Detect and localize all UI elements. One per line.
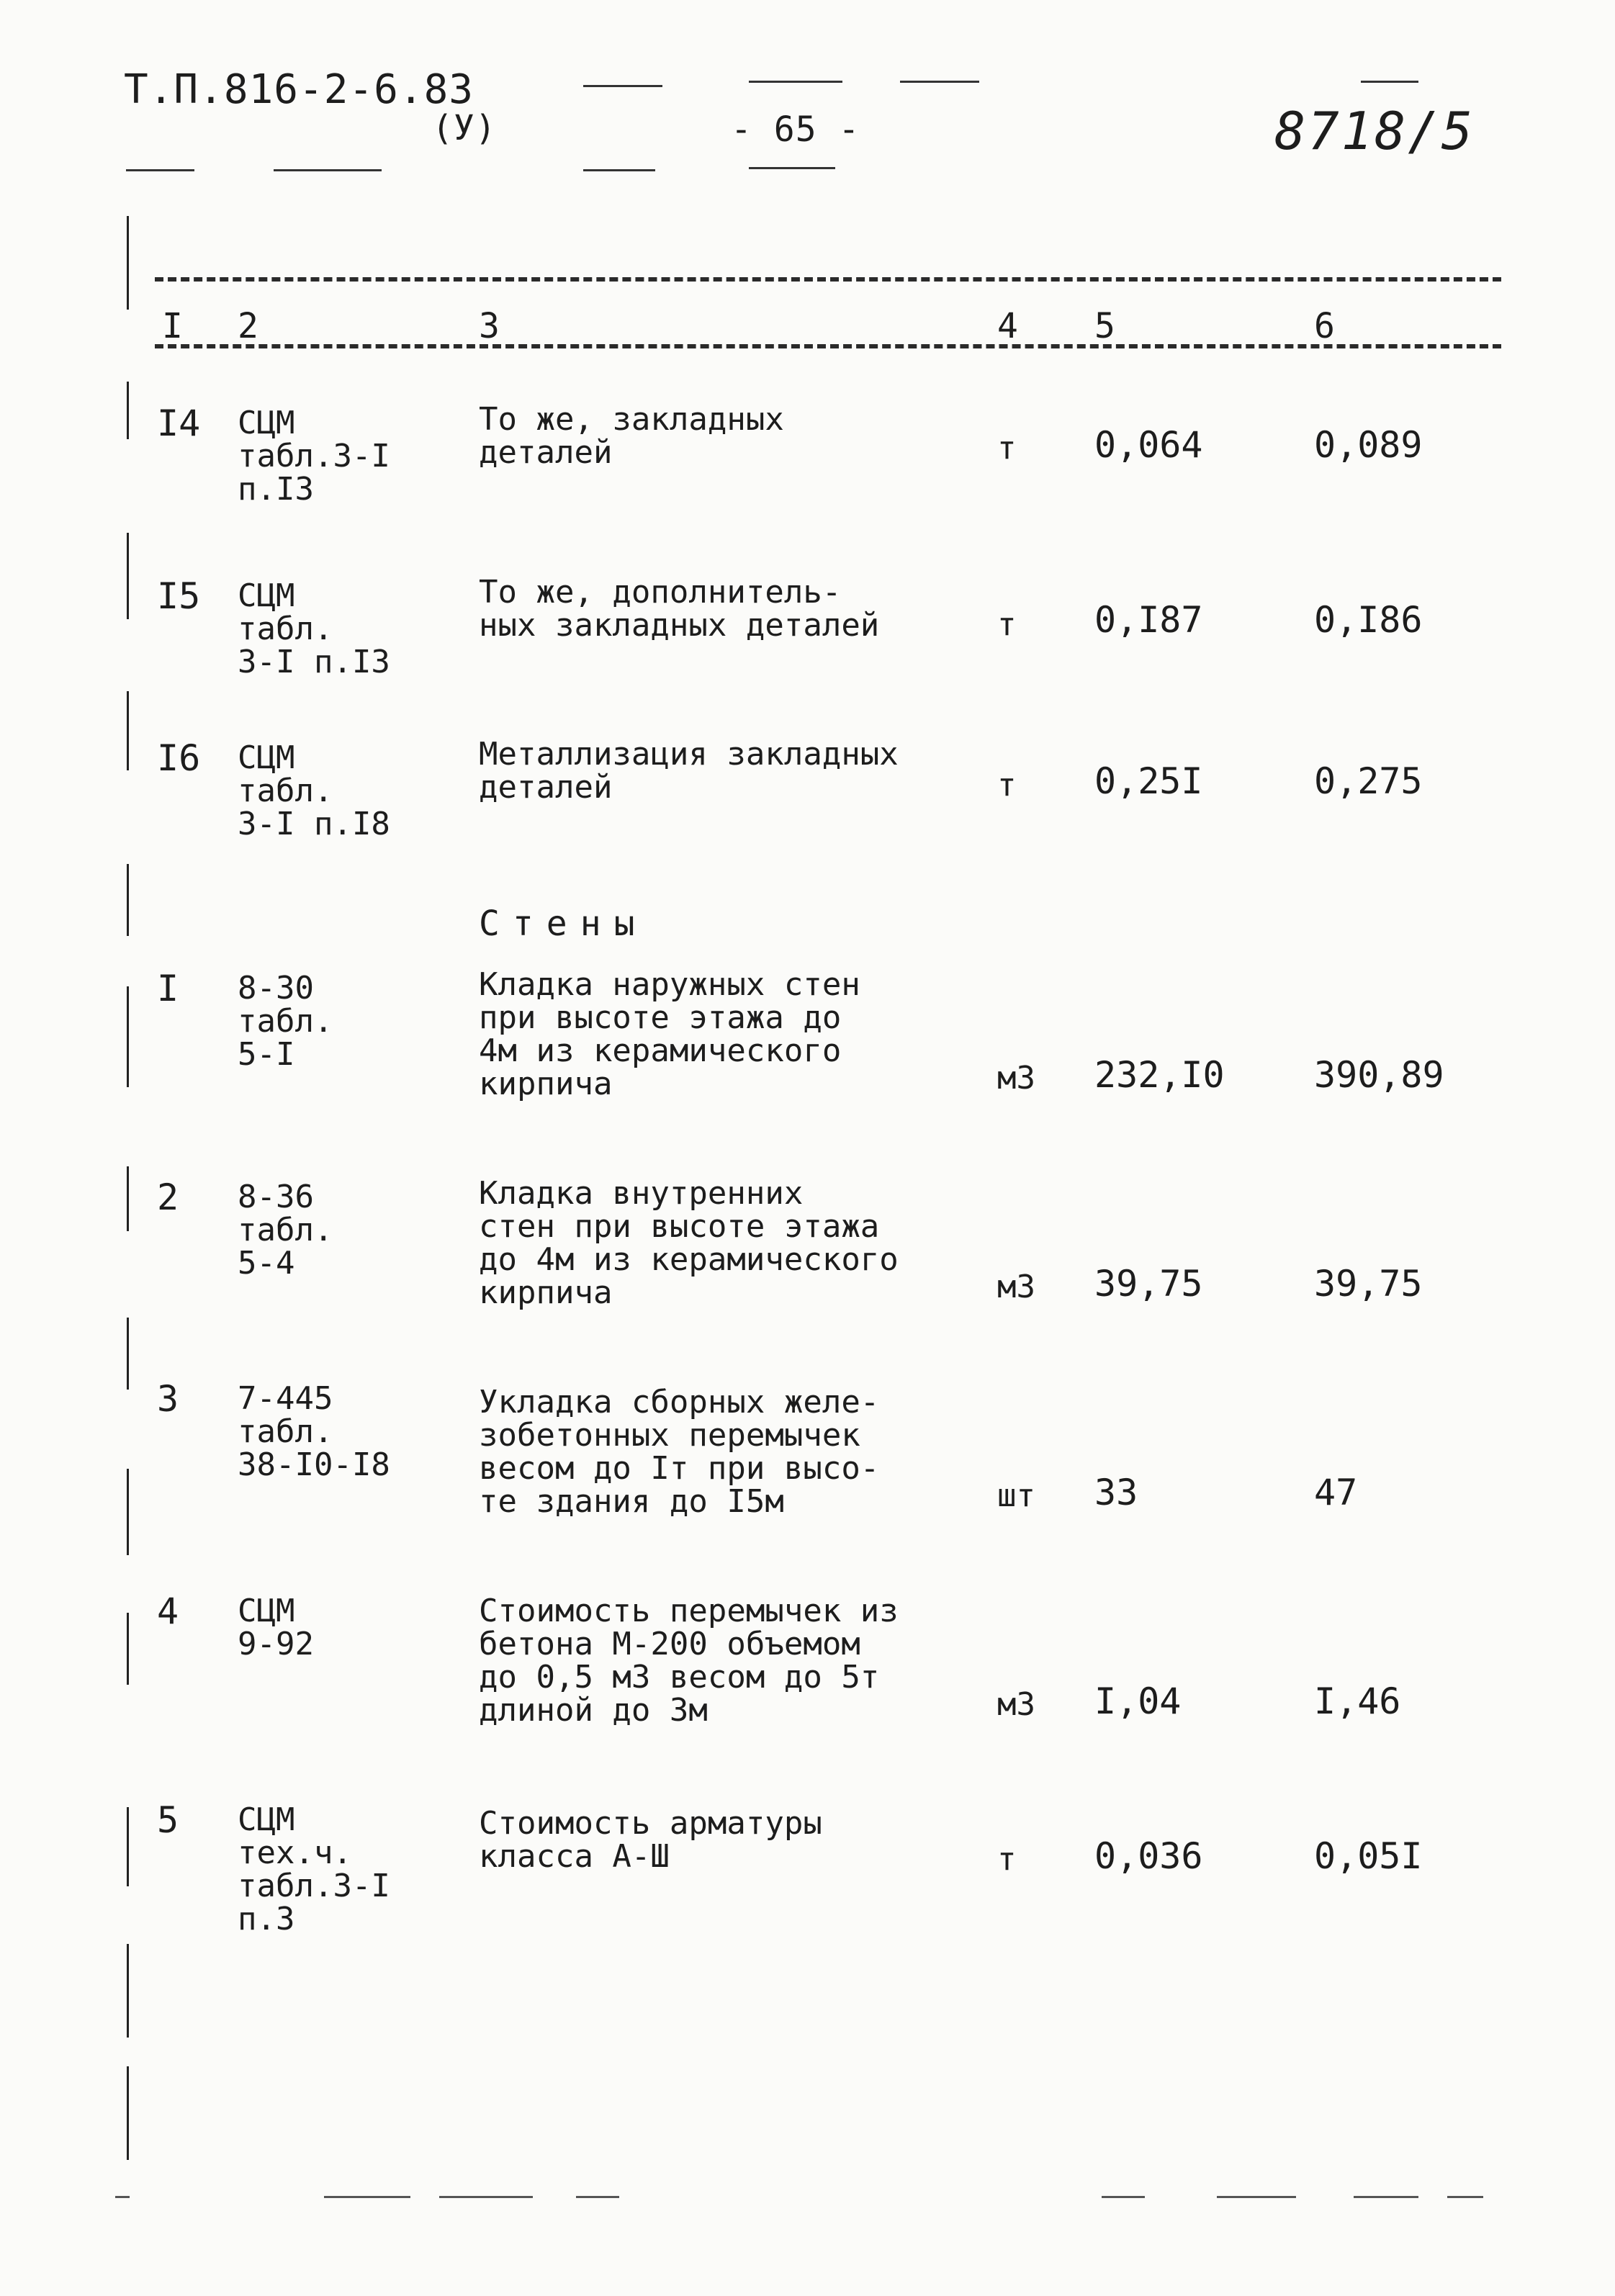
column-header-6: 6 bbox=[1314, 306, 1335, 346]
footer-dash bbox=[576, 2196, 619, 2198]
row-unit: м3 bbox=[997, 1269, 1035, 1305]
row-value-5: 0,036 bbox=[1094, 1835, 1203, 1877]
row-number: 5 bbox=[157, 1799, 179, 1841]
margin-line bbox=[127, 986, 129, 1087]
footer-dash bbox=[115, 2196, 130, 2198]
row-value-6: 0,05I bbox=[1314, 1835, 1423, 1877]
row-unit: т bbox=[997, 767, 1017, 803]
header-dash bbox=[1361, 81, 1418, 83]
row-description: Кладка внутренних стен при высоте этажа до 4м из керамического кирпича bbox=[479, 1175, 899, 1311]
row-reference: СЦМ тех.ч. табл.3-I п.3 bbox=[238, 1801, 390, 1937]
row-reference: 7-445 табл. 38-I0-I8 bbox=[238, 1380, 390, 1483]
row-value-6: 47 bbox=[1314, 1472, 1358, 1513]
row-value-5: 0,25I bbox=[1094, 760, 1203, 802]
page-number: - 65 - bbox=[731, 109, 860, 150]
header-dash bbox=[749, 81, 842, 83]
margin-line bbox=[127, 2066, 129, 2160]
row-number: I5 bbox=[157, 575, 201, 617]
row-description: Стоимость арматуры класса А-Ш bbox=[479, 1805, 822, 1875]
table-rule-bottom bbox=[155, 344, 1501, 348]
row-reference: СЦМ табл.3-I п.I3 bbox=[238, 405, 390, 508]
margin-line bbox=[127, 1613, 129, 1685]
row-value-5: 232,I0 bbox=[1094, 1054, 1225, 1096]
row-number: 2 bbox=[157, 1176, 179, 1218]
footer-dash bbox=[1354, 2196, 1418, 2198]
row-description: Стоимость перемычек из бетона М-200 объемом до 0,5 м3 весом до 5т длиной до 3м bbox=[479, 1593, 899, 1729]
row-reference: СЦМ 9-92 bbox=[238, 1593, 314, 1662]
row-number: I4 bbox=[157, 402, 201, 444]
row-description: То же, дополнитель- ных закладных деталей bbox=[479, 574, 880, 644]
table-rule-top bbox=[155, 277, 1501, 282]
row-unit: т bbox=[997, 1841, 1017, 1878]
row-reference: СЦМ табл. 3-I п.I3 bbox=[238, 577, 390, 680]
footer-dash bbox=[439, 2196, 533, 2198]
header-dash bbox=[583, 169, 655, 171]
margin-line bbox=[127, 1469, 129, 1555]
row-number: 4 bbox=[157, 1590, 179, 1632]
header-dash bbox=[749, 167, 835, 169]
row-unit: м3 bbox=[997, 1060, 1035, 1097]
column-header-3: 3 bbox=[479, 306, 500, 346]
margin-line bbox=[127, 216, 129, 310]
row-value-5: 39,75 bbox=[1094, 1263, 1203, 1305]
row-value-6: 390,89 bbox=[1314, 1054, 1444, 1096]
row-description: Кладка наружных стен при высоте этажа до 4м из керамического кирпича bbox=[479, 966, 860, 1102]
row-description: Укладка сборных желе- зобетонных перемычек весом до Iт при высо- те здания до I5м bbox=[479, 1384, 880, 1520]
section-title: Стены bbox=[479, 904, 648, 944]
row-number: I6 bbox=[157, 737, 201, 779]
row-number: 3 bbox=[157, 1378, 179, 1420]
margin-line bbox=[127, 691, 129, 770]
row-value-6: I,46 bbox=[1314, 1680, 1401, 1722]
row-description: То же, закладных деталей bbox=[479, 401, 784, 471]
row-value-5: 0,064 bbox=[1094, 424, 1203, 466]
row-reference: СЦМ табл. 3-I п.I8 bbox=[238, 739, 390, 842]
row-unit: т bbox=[997, 606, 1017, 643]
row-reference: 8-36 табл. 5-4 bbox=[238, 1179, 333, 1282]
column-header-4: 4 bbox=[997, 306, 1018, 346]
column-header-1: I bbox=[162, 306, 183, 346]
document-code-suffix: (У) bbox=[432, 108, 497, 148]
row-value-5: I,04 bbox=[1094, 1680, 1182, 1722]
footer-dash bbox=[1217, 2196, 1296, 2198]
row-unit: шт bbox=[997, 1477, 1035, 1514]
header-dash bbox=[126, 169, 194, 171]
margin-line bbox=[127, 533, 129, 619]
margin-line bbox=[127, 1807, 129, 1886]
margin-line bbox=[127, 1318, 129, 1390]
row-value-6: 39,75 bbox=[1314, 1263, 1423, 1305]
margin-line bbox=[127, 864, 129, 936]
margin-line bbox=[127, 1944, 129, 2038]
header-dash bbox=[900, 81, 979, 83]
sheet-number: 8718/5 bbox=[1274, 101, 1475, 161]
column-header-5: 5 bbox=[1094, 306, 1115, 346]
row-value-5: 0,I87 bbox=[1094, 599, 1203, 641]
margin-line bbox=[127, 382, 129, 439]
row-reference: 8-30 табл. 5-I bbox=[238, 970, 333, 1073]
footer-dash bbox=[324, 2196, 410, 2198]
header-dash bbox=[274, 169, 382, 171]
row-value-6: 0,089 bbox=[1314, 424, 1423, 466]
row-unit: т bbox=[997, 430, 1017, 467]
column-header-2: 2 bbox=[238, 306, 258, 346]
row-value-6: 0,275 bbox=[1314, 760, 1423, 802]
row-unit: м3 bbox=[997, 1686, 1035, 1723]
footer-dash bbox=[1102, 2196, 1145, 2198]
row-value-6: 0,I86 bbox=[1314, 599, 1423, 641]
row-value-5: 33 bbox=[1094, 1472, 1138, 1513]
row-description: Металлизация закладных деталей bbox=[479, 736, 899, 806]
document-code: Т.П.816-2-6.83 bbox=[124, 66, 474, 113]
margin-line bbox=[127, 1166, 129, 1231]
row-number: I bbox=[157, 968, 179, 1009]
header-dash bbox=[583, 85, 662, 87]
footer-dash bbox=[1447, 2196, 1483, 2198]
